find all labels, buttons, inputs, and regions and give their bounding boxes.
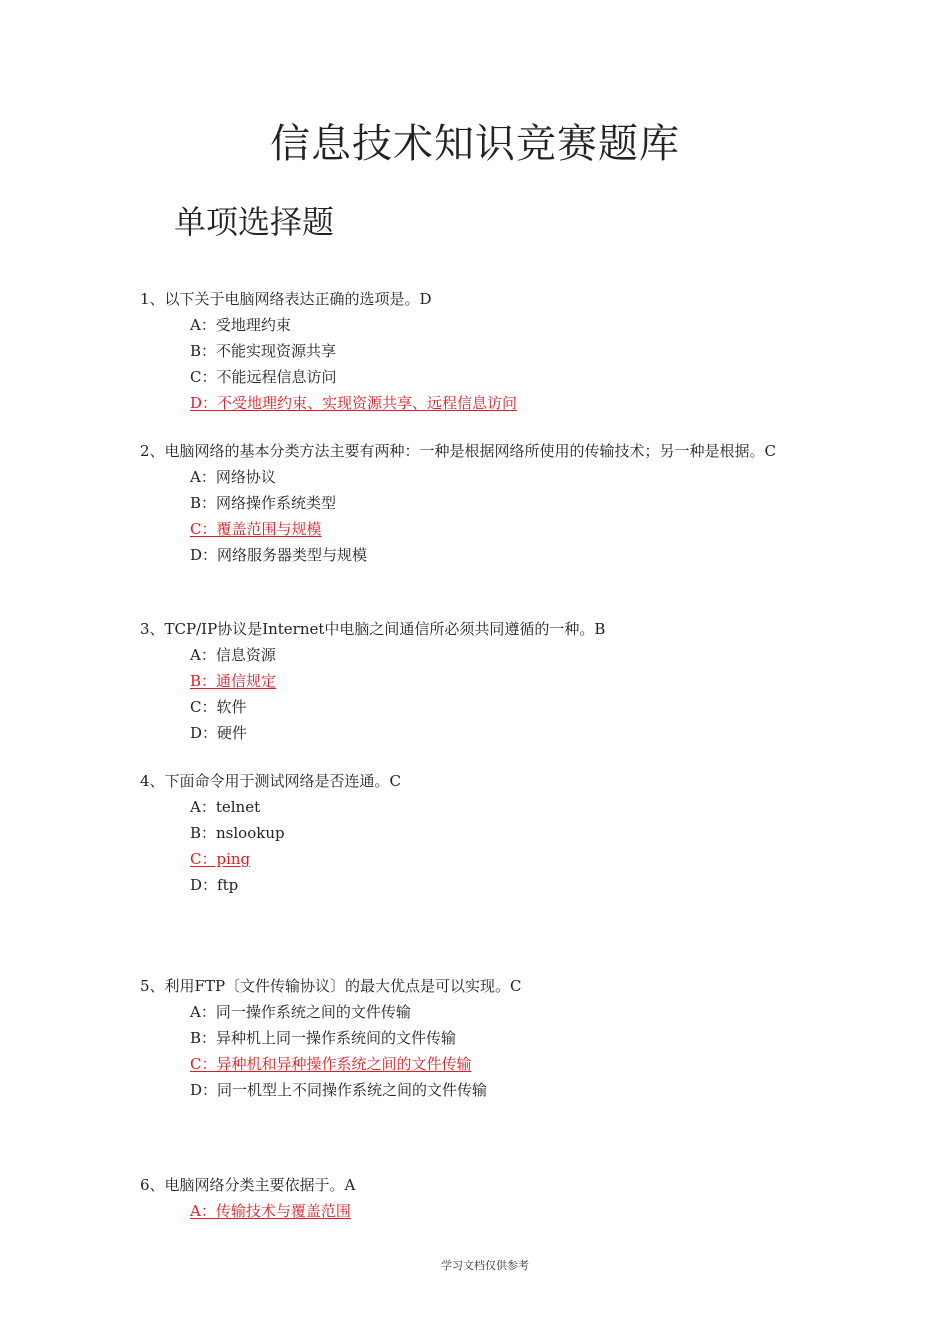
option-a: A：telnet: [190, 798, 261, 816]
question-2: [140, 438, 810, 568]
option-a-correct: A：传输技术与覆盖范围: [190, 1202, 351, 1220]
option-c: C：不能远程信息访问: [190, 368, 337, 386]
page-footer: 学习文档仅供参考: [441, 1259, 529, 1272]
option-c-correct: C：ping: [190, 850, 251, 868]
question-stem: 6、电脑网络分类主要依据于。A: [140, 1176, 356, 1194]
section-heading: 单项选择题: [174, 203, 335, 241]
option-d: D：网络服务器类型与规模: [190, 546, 368, 564]
option-b: B：异种机上同一操作系统间的文件传输: [190, 1029, 457, 1047]
option-c-correct: C：异种机和异种操作系统之间的文件传输: [190, 1055, 472, 1073]
option-d: D：硬件: [190, 724, 248, 742]
question-4: [140, 768, 810, 898]
option-d-correct: D：不受地理约束、实现资源共享、远程信息访问: [190, 394, 518, 412]
question-stem: 5、利用FTP〔文件传输协议〕的最大优点是可以实现。C: [140, 977, 522, 995]
question-3: [140, 616, 810, 746]
option-a: A：网络协议: [190, 468, 276, 486]
option-c: C：软件: [190, 698, 247, 716]
question-stem: 4、下面命令用于测试网络是否连通。C: [140, 772, 402, 790]
document-title: 信息技术知识竞赛题库: [270, 121, 680, 167]
question-5: [140, 973, 810, 1103]
option-a: A：受地理约束: [190, 316, 291, 334]
question-1: [140, 286, 810, 416]
option-c-correct: C：覆盖范围与规模: [190, 520, 322, 538]
option-d: D：同一机型上不同操作系统之间的文件传输: [190, 1081, 488, 1099]
question-stem: 2、电脑网络的基本分类方法主要有两种：一种是根据网络所使用的传输技术；另一种是根据。C: [140, 442, 777, 460]
option-b: B：nslookup: [190, 824, 285, 842]
option-b: B：不能实现资源共享: [190, 342, 337, 360]
question-stem: 3、TCP/IP协议是Internet中电脑之间通信所必须共同遵循的一种。B: [140, 620, 606, 638]
question-stem: 1、以下关于电脑网络表达正确的选项是。D: [140, 290, 432, 308]
option-b: B：网络操作系统类型: [190, 494, 337, 512]
option-a: A：同一操作系统之间的文件传输: [190, 1003, 411, 1021]
option-d: D：ftp: [190, 876, 239, 894]
option-a: A：信息资源: [190, 646, 276, 664]
option-b-correct: B：通信规定: [190, 672, 277, 690]
question-6: [140, 1172, 810, 1224]
